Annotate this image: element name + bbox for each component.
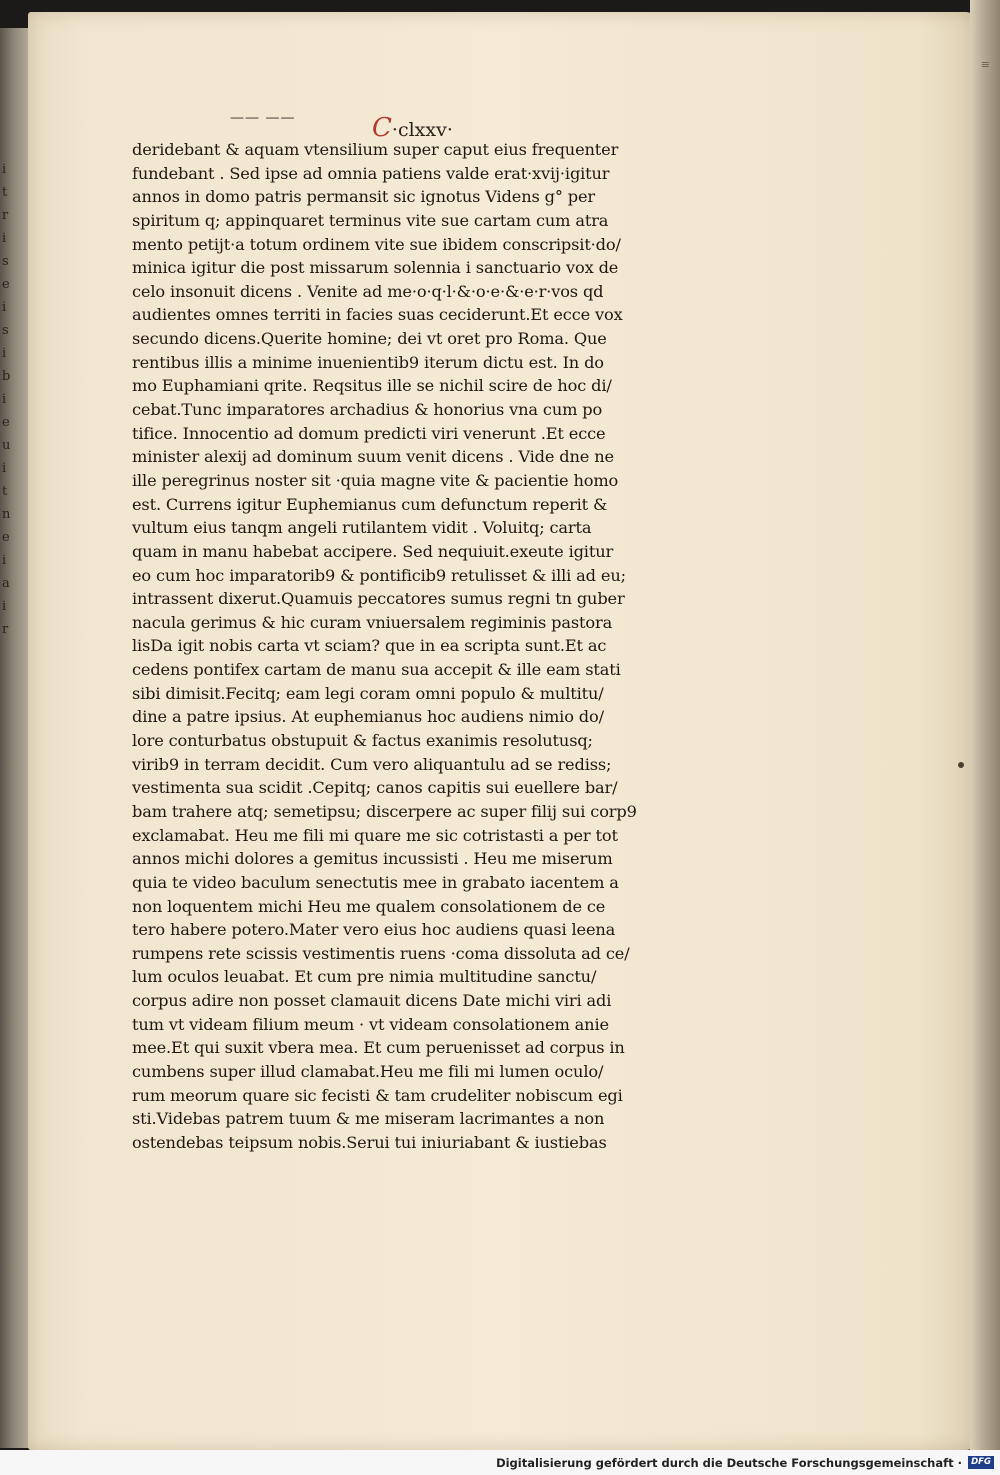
header-ornament-line: —— —— (230, 110, 296, 126)
ink-spot (958, 762, 964, 768)
text-line: intrassent dixerut.Quamuis peccatores sumus regni tn guber (132, 589, 625, 609)
text-line: minister alexij ad dominum suum venit dicens . Vide dne ne (132, 447, 614, 467)
text-line: annos michi dolores a gemitus incussisti . Heu me miserum (132, 849, 613, 869)
text-line: rum meorum quare sic fecisti & tam crudeliter nobiscum egi (132, 1085, 623, 1105)
text-line: dine a patre ipsius. At euphemianus hoc audiens nimio do/ (132, 707, 604, 727)
funding-credit: Digitalisierung gefördert durch die Deutsche Forschungsgemeinschaft · (496, 1456, 962, 1470)
text-line: deridebant & aquam vtensilium super caput eius frequenter (132, 140, 619, 159)
text-line: quam in manu habebat accipere. Sed nequiuit.exeute igitur (132, 541, 614, 561)
text-line: tum vt videam filium meum · vt videam consolationem anie (132, 1014, 609, 1034)
text-line: cebat.Tunc imparatores archadius & honorius vna cum po (132, 400, 603, 420)
text-line: tero habere potero.Mater vero eius hoc audiens quasi leena (132, 920, 616, 940)
edge-mark-icon: ≡ (980, 58, 990, 71)
facing-page-text-fragments: i t r i s e i s i b i e u i t n e i a i r (2, 162, 11, 637)
text-line: cedens pontifex cartam de manu sua accepit & ille eam stati (132, 660, 621, 680)
text-line: mo Euphamiani qrite. Reqsitus ille se nichil scire de hoc di/ (132, 376, 612, 396)
text-line: bam trahere atq; semetipsu; discerpere ac super filij sui corp9 (132, 801, 637, 821)
text-line: rumpens rete scissis vestimentis ruens ·coma dissoluta ad ce/ (132, 943, 630, 963)
book-block-edge (970, 0, 1000, 1450)
text-line: sti.Videbas patrem tuum & me miseram lacrimantes a non (132, 1109, 605, 1129)
text-line: tifice. Innocentio ad domum predicti viri venerunt .Et ecce (132, 423, 606, 443)
page-text-block (132, 138, 692, 1155)
text-line: quia te video baculum senectutis mee in grabato iacentem a (132, 872, 619, 892)
text-line: virib9 in terram decidit. Cum vero aliquantulu ad se rediss; (132, 754, 612, 774)
text-line: fundebant . Sed ipse ad omnia patiens valde erat·xvij·igitur (132, 163, 610, 183)
text-line: celo insonuit dicens . Venite ad me·o·q·l·&·o·e·&·e·r·vos qd (132, 281, 604, 301)
text-line: mento petijt·a totum ordinem vite sue ibidem conscripsit·do/ (132, 234, 621, 254)
text-line: cumbens super illud clamabat.Heu me fili mi lumen oculo/ (132, 1061, 604, 1081)
text-line: exclamabat. Heu me fili mi quare me sic cotristasti a per tot (132, 825, 618, 845)
text-line: secundo dicens.Querite homine; dei vt oret pro Roma. Que (132, 329, 607, 349)
text-line: corpus adire non posset clamauit dicens Date michi viri adi (132, 991, 612, 1011)
text-line: vestimenta sua scidit .Cepitq; canos capitis sui euellere bar/ (132, 778, 618, 798)
text-line: lum oculos leuabat. Et cum pre nimia multitudine sanctu/ (132, 967, 597, 987)
text-line: mee.Et qui suxit vbera mea. Et cum peruenisset ad corpus in (132, 1038, 625, 1058)
footer-bar (0, 1450, 1000, 1475)
text-line: nacula gerimus & hic curam vniuersalem regiminis pastora (132, 612, 613, 632)
text-line: lisDa igit nobis carta vt sciam? que in ea scripta sunt.Et ac (132, 636, 607, 656)
text-line: ille peregrinus noster sit ·quia magne vite & pacientie homo (132, 470, 619, 490)
text-line: ostendebas teipsum nobis.Serui tui iniuriabant & iustiebas (132, 1132, 607, 1152)
text-line: spiritum q; appinquaret terminus vite sue cartam cum atra (132, 210, 609, 230)
text-line: sibi dimisit.Fecitq; eam legi coram omni populo & multitu/ (132, 683, 604, 703)
folio-rubric-initial: C (372, 113, 392, 143)
dfg-logo: DFG (968, 1456, 994, 1469)
folio-numeral: ·clxxv· (391, 119, 453, 141)
text-line: audientes omnes territi in facies suas ceciderunt.Et ecce vox (132, 305, 623, 325)
text-line: non loquentem michi Heu me qualem consolationem de ce (132, 896, 606, 916)
text-line: vultum eius tanqm angeli rutilantem vidit . Voluitq; carta (132, 518, 592, 538)
text-line: lore conturbatus obstupuit & factus exanimis resolutusq; (132, 731, 593, 751)
facing-page-edge (0, 28, 30, 1448)
text-line: est. Currens igitur Euphemianus cum defunctum reperit & (132, 494, 608, 514)
text-line: annos in domo patris permansit sic ignotus Videns g° per (132, 187, 595, 207)
text-line: eo cum hoc imparatorib9 & pontificib9 retulisset & illi ad eu; (132, 565, 626, 585)
text-line: minica igitur die post missarum solennia i sanctuario vox de (132, 258, 619, 278)
text-line: rentibus illis a minime inuenientib9 iterum dictu est. In do (132, 352, 604, 372)
